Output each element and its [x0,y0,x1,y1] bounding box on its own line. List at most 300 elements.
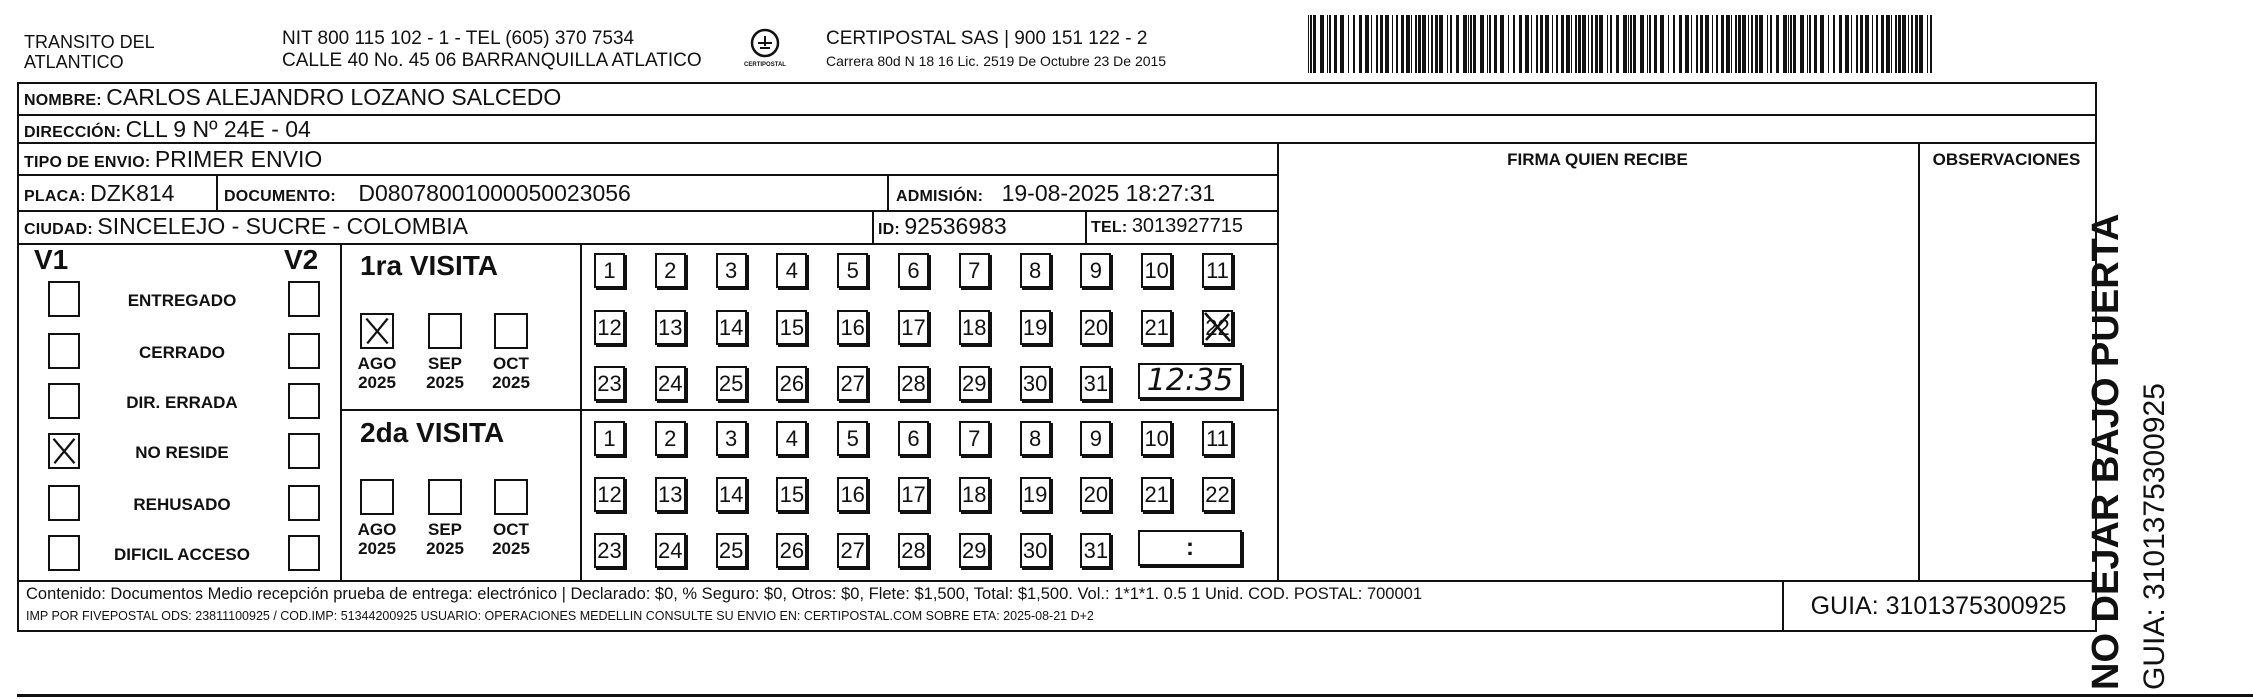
day-number: 31 [1083,371,1109,396]
barcode-bar [1895,15,1897,73]
status-label: CERRADO [139,343,225,362]
cross-mark-icon [1202,310,1233,345]
month-checkbox[interactable] [428,313,462,349]
visit1-time-value: 12:35 [1146,363,1234,398]
day-box[interactable] [776,253,807,288]
barcode-bar [1820,15,1824,73]
barcode-bar [1865,15,1869,73]
barcode-bar [1668,15,1669,73]
barcode-bar [1348,15,1349,73]
placa-row [24,180,174,207]
tipo-envio-label: TIPO DE ENVIO: [24,154,151,171]
day-number: 17 [901,482,926,507]
admision-label: ADMISIÓN: [896,188,984,205]
courier-nit: CERTIPOSTAL SAS | 900 151 122 - 2 [826,28,1148,49]
day-number: 30 [1022,538,1048,563]
barcode-bar [1329,15,1331,73]
day-box[interactable] [837,421,868,456]
barcode-bar [1731,15,1732,73]
courier-info [826,28,1166,69]
day-number: 7 [968,258,981,283]
day-number: 12 [597,315,622,340]
day-number: 23 [597,371,622,396]
month-checkbox[interactable] [494,479,528,515]
barcode-bar [1851,15,1852,73]
month-name: AGO [357,520,397,539]
day-number: 18 [962,482,987,507]
sender-address: CALLE 40 No. 45 06 BARRANQUILLA ATLATICO [282,50,702,71]
status-label: DIR. ERRADA [126,393,238,412]
day-number: 9 [1089,258,1103,283]
barcode-bar [1588,15,1589,73]
day-box[interactable] [776,421,807,456]
barcode-bar [1716,15,1718,73]
day-box[interactable] [716,253,747,288]
barcode-bar [1751,15,1753,73]
barcode-bar [1726,15,1730,73]
barcode-bar [1800,15,1804,73]
barcode-bar [1494,15,1497,73]
barcode-bar [1308,15,1309,73]
footer-imp: IMP POR FIVEPOSTAL ODS: 23811100925 / COD.IMP: 51344200925 USUARIO: OPERACIONES MEDELLIN CONSULTE SU ENVIO EN: CERTIPOSTAL.COM SOBRE ETA: 2025-08-21 D+2 [26,609,1094,623]
barcode-bar [1930,15,1932,73]
courier-logo [734,26,796,72]
barcode-bar [1735,15,1737,73]
v2-checkbox[interactable] [288,535,320,571]
month-year: 2025 [492,539,530,558]
day-number: 5 [846,426,859,451]
barcode-bar [1767,15,1768,73]
barcode-bar [1566,15,1570,73]
barcode-bar [1700,15,1703,73]
day-number: 13 [658,315,683,340]
status-label: ENTREGADO [127,291,237,310]
barcode-bar [1468,15,1469,73]
barcode-bar [1320,15,1324,73]
month-name: OCT [493,354,529,373]
barcode-bar [1392,15,1393,73]
month-name: SEP [427,520,463,539]
status-label: NO RESIDE [135,443,229,462]
day-number: 24 [658,538,683,563]
barcode-bar [1660,15,1664,73]
day-box[interactable] [594,253,625,288]
month-year: 2025 [426,539,464,558]
v1-checkbox[interactable] [48,485,80,521]
id-row [878,213,1007,240]
day-box[interactable] [655,533,686,568]
day-box[interactable] [594,366,625,401]
day-number: 22 [1205,482,1230,507]
day-number: 4 [785,258,799,283]
day-number: 2 [664,258,677,283]
barcode-bar [1908,15,1909,73]
day-box[interactable] [594,421,625,456]
documento-row [224,180,631,207]
barcode-bar [1531,15,1532,73]
v2-checkbox[interactable] [288,333,320,369]
day-box[interactable] [1020,477,1051,512]
day-number: 11 [1206,426,1229,451]
month-checkbox[interactable] [360,479,394,515]
barcode-bar [1607,15,1608,73]
barcode-bar [1463,15,1467,73]
day-number: 24 [658,371,683,396]
barcode-bar [1599,15,1603,73]
barcode-bar [1649,15,1651,73]
day-number: 10 [1144,426,1169,451]
day-number: 14 [718,315,744,340]
v1-checkbox[interactable] [48,281,80,317]
day-box[interactable] [1202,421,1233,456]
cross-mark-icon [50,435,78,467]
day-box[interactable] [1020,253,1051,288]
footer-contenido: Contenido: Documentos Medio recepción prueba de entrega: electrónico | Declarado: $0, % Seguro: $0, Otros: $0, Flete: $1,500, Total: $1,500. Vol.: 1*1*1. 0.5 1 Unid. COD. POSTAL: 700001 [26,585,1423,603]
barcode-bar [1556,15,1558,73]
day-number: 4 [785,426,799,451]
day-box[interactable] [655,310,686,345]
day-box[interactable] [1020,533,1051,568]
day-box[interactable] [1141,253,1172,288]
barcode-bar [1571,15,1572,73]
barcode-bar [1881,15,1884,73]
barcode-bar [1473,15,1476,73]
day-number: 29 [962,538,987,563]
visit1-time [1138,363,1242,399]
barcode-bar [1712,15,1713,73]
day-box[interactable] [959,533,990,568]
month-label [415,354,475,392]
id-label: ID: [878,221,900,238]
day-box[interactable] [837,477,868,512]
barcode-bar [1927,15,1928,73]
day-box[interactable] [1202,253,1233,288]
day-box[interactable] [1020,366,1051,401]
day-box[interactable] [716,477,747,512]
v1-checkbox[interactable] [48,535,80,571]
day-box[interactable] [837,366,868,401]
day-number: 21 [1144,482,1169,507]
barcode-bar [1401,15,1404,73]
barcode-bar [1860,15,1863,73]
day-box[interactable] [655,477,686,512]
day-number: 19 [1022,482,1048,507]
day-box[interactable] [716,533,747,568]
status-label: REHUSADO [133,495,231,514]
month-checkbox[interactable] [494,313,528,349]
day-number: 19 [1022,315,1048,340]
day-number: 1 [603,426,616,451]
sender-name-line2: ATLANTICO [24,52,124,72]
status-label: DIFICIL ACCESO [113,545,250,564]
barcode-bar [1447,15,1448,73]
barcode-bar [1886,15,1890,73]
side-guia: GUIA: 3101375300925 [2138,383,2171,690]
day-box[interactable] [594,310,625,345]
barcode-bar [1788,15,1789,73]
day-box[interactable] [594,477,625,512]
courier-address: Carrera 80d N 18 16 Lic. 2519 De Octubre 23 De 2015 [826,53,1167,69]
day-number: 7 [968,426,981,451]
barcode-bar [1327,15,1328,73]
barcode-bar [1365,15,1369,73]
day-number: 28 [901,538,926,563]
barcode-bar [1685,15,1689,73]
v2-checkbox[interactable] [288,433,320,469]
day-number: 21 [1144,315,1169,340]
day-box[interactable] [1080,477,1111,512]
v2-header: V2 [284,244,319,275]
ciudad-value: SINCELEJO - SUCRE - COLOMBIA [97,213,469,239]
documento-value: D08078001000050023056 [358,180,631,206]
barcode-bar [1814,15,1817,73]
placa-label: PLACA: [24,188,86,205]
month-label [347,520,407,558]
barcode-bar [1647,15,1648,73]
barcode-bar [1519,15,1522,73]
barcode-bar [1839,15,1842,73]
barcode-bar [1872,15,1873,73]
day-number: 10 [1144,258,1169,283]
barcode-bar [1340,15,1344,73]
day-number: 30 [1022,371,1048,396]
day-box[interactable] [776,366,807,401]
barcode-bar [1561,15,1564,73]
barcode-bar [1578,15,1581,73]
day-box[interactable] [1202,310,1233,345]
day-number: 22 [1205,315,1230,340]
day-box[interactable] [1080,253,1111,288]
day-box[interactable] [1080,533,1111,568]
barcode-bar [1891,15,1892,73]
barcode-bar [1845,15,1849,73]
placa-value: DZK814 [90,180,175,206]
barcode-bar [1591,15,1593,73]
barcode-bar [1536,15,1538,73]
day-box[interactable] [655,421,686,456]
nombre-row [24,84,561,111]
barcode-bar [1738,15,1741,73]
day-number: 3 [724,426,738,451]
month-checkbox[interactable] [428,479,462,515]
visit1-title: 1ra VISITA [360,250,498,281]
admision-row [896,180,1215,207]
month-year: 2025 [426,373,464,392]
barcode-bar [1385,15,1389,73]
day-box[interactable] [898,366,929,401]
day-box[interactable] [959,477,990,512]
nombre-label: NOMBRE: [24,92,102,109]
direccion-label: DIRECCIÓN: [24,124,122,141]
barcode-bar [1470,15,1472,73]
barcode-bar [1396,15,1398,73]
barcode-bar [1759,15,1763,73]
day-number: 27 [840,538,865,563]
day-number: 8 [1028,258,1042,283]
barcode-bar [1705,15,1709,73]
barcode-bar [1679,15,1682,73]
barcode [1308,15,1938,73]
tipo-envio-value: PRIMER ENVIO [154,146,323,172]
barcode-bar [1742,15,1746,73]
day-number: 25 [718,371,744,396]
v1-checkbox[interactable] [48,333,80,369]
month-name: OCT [493,520,529,539]
barcode-bar [1450,15,1452,73]
firma-header: FIRMA QUIEN RECIBE [1507,150,1688,169]
day-number: 17 [901,315,926,340]
day-number: 31 [1083,538,1109,563]
barcode-bar [1776,15,1779,73]
barcode-bar [1783,15,1787,73]
day-box[interactable] [959,253,990,288]
day-box[interactable] [655,253,686,288]
barcode-bar [1793,15,1796,73]
barcode-bar [1770,15,1772,73]
ciudad-label: CIUDAD: [24,221,93,238]
barcode-bar [1334,15,1337,73]
day-number: 15 [779,482,805,507]
day-box[interactable] [837,310,868,345]
barcode-bar [1623,15,1627,73]
sender-name-line1: TRANSITO DEL [24,32,155,52]
tel-value: 3013927715 [1131,215,1244,237]
day-box[interactable] [898,477,929,512]
barcode-bar [1628,15,1629,73]
month-year: 2025 [358,373,396,392]
day-box[interactable] [1080,366,1111,401]
courier-logo-text: CERTIPOSTAL [744,62,786,68]
day-box[interactable] [959,421,990,456]
documento-label: DOCUMENTO: [224,188,336,205]
barcode-bar [1630,15,1632,73]
side-warning: NO DEJAR BAJO PUERTA [2085,213,2127,690]
barcode-bar [1673,15,1675,73]
day-number: 23 [597,538,622,563]
day-box[interactable] [716,421,747,456]
day-box[interactable] [898,253,929,288]
v2-checkbox[interactable] [288,281,320,317]
day-box[interactable] [1020,310,1051,345]
month-label [481,354,541,392]
barcode-bar [1500,15,1504,73]
barcode-bar [1313,15,1316,73]
day-box[interactable] [776,533,807,568]
barcode-bar [1371,15,1372,73]
day-number: 8 [1028,426,1042,451]
day-number: 14 [718,482,744,507]
day-number: 20 [1083,315,1109,340]
day-box[interactable] [898,533,929,568]
cross-mark-icon [362,315,392,347]
day-box[interactable] [1080,421,1111,456]
sender-name [24,32,155,72]
barcode-bar [1915,15,1918,73]
barcode-bar [1418,15,1421,73]
barcode-bar [1640,15,1644,73]
day-box[interactable] [716,310,747,345]
day-box[interactable] [837,253,868,288]
barcode-bar [1654,15,1657,73]
day-number: 9 [1089,426,1103,451]
barcode-bar [1807,15,1808,73]
tel-row [1091,215,1243,238]
month-label [481,520,541,558]
barcode-bar [1691,15,1692,73]
barcode-bar [1919,15,1923,73]
barcode-bar [1487,15,1488,73]
day-number: 16 [840,315,865,340]
day-box[interactable] [898,310,929,345]
day-number: 20 [1083,482,1109,507]
barcode-bar [1582,15,1586,73]
day-box[interactable] [1202,477,1233,512]
barcode-bar [1755,15,1758,73]
day-number: 25 [718,538,744,563]
barcode-bar [1911,15,1913,73]
day-box[interactable] [959,366,990,401]
day-box[interactable] [776,477,807,512]
barcode-bar [1380,15,1383,73]
month-checkbox[interactable] [360,313,394,349]
barcode-bar [1376,15,1378,73]
barcode-bar [1480,15,1484,73]
day-box[interactable] [1141,421,1172,456]
day-box[interactable] [716,366,747,401]
barcode-bar [1353,15,1355,73]
barcode-bar [1435,15,1438,73]
barcode-bar [1809,15,1811,73]
observaciones-header: OBSERVACIONES [1932,150,2081,169]
day-box[interactable] [898,421,929,456]
v1-checkbox[interactable] [48,433,80,469]
tel-label: TEL: [1091,219,1128,236]
visit2-time-value: : [1186,534,1194,561]
barcode-bar [1431,15,1433,73]
day-number: 16 [840,482,865,507]
day-box[interactable] [776,310,807,345]
month-label [415,520,475,558]
day-number: 29 [962,371,987,396]
barcode-bar [1876,15,1878,73]
barcode-bar [1422,15,1426,73]
nombre-value: CARLOS ALEJANDRO LOZANO SALCEDO [106,84,562,110]
month-name: SEP [427,354,463,373]
barcode-bar [1439,15,1443,73]
v2-checkbox[interactable] [288,485,320,521]
day-box[interactable] [1020,421,1051,456]
v1-checkbox[interactable] [48,383,80,419]
v2-checkbox[interactable] [288,383,320,419]
day-number: 12 [597,482,622,507]
day-number: 11 [1206,258,1229,283]
day-box[interactable] [1141,310,1172,345]
tipo-envio-row [24,146,322,173]
day-number: 26 [779,371,805,396]
day-box[interactable] [594,533,625,568]
barcode-bar [1411,15,1412,73]
day-box[interactable] [655,366,686,401]
day-box[interactable] [1141,477,1172,512]
day-box[interactable] [1080,310,1111,345]
day-box[interactable] [959,310,990,345]
barcode-bar [1616,15,1619,73]
month-year: 2025 [492,373,530,392]
barcode-bar [1833,15,1835,73]
barcode-bar [1721,15,1724,73]
barcode-bar [1790,15,1792,73]
day-box[interactable] [837,533,868,568]
